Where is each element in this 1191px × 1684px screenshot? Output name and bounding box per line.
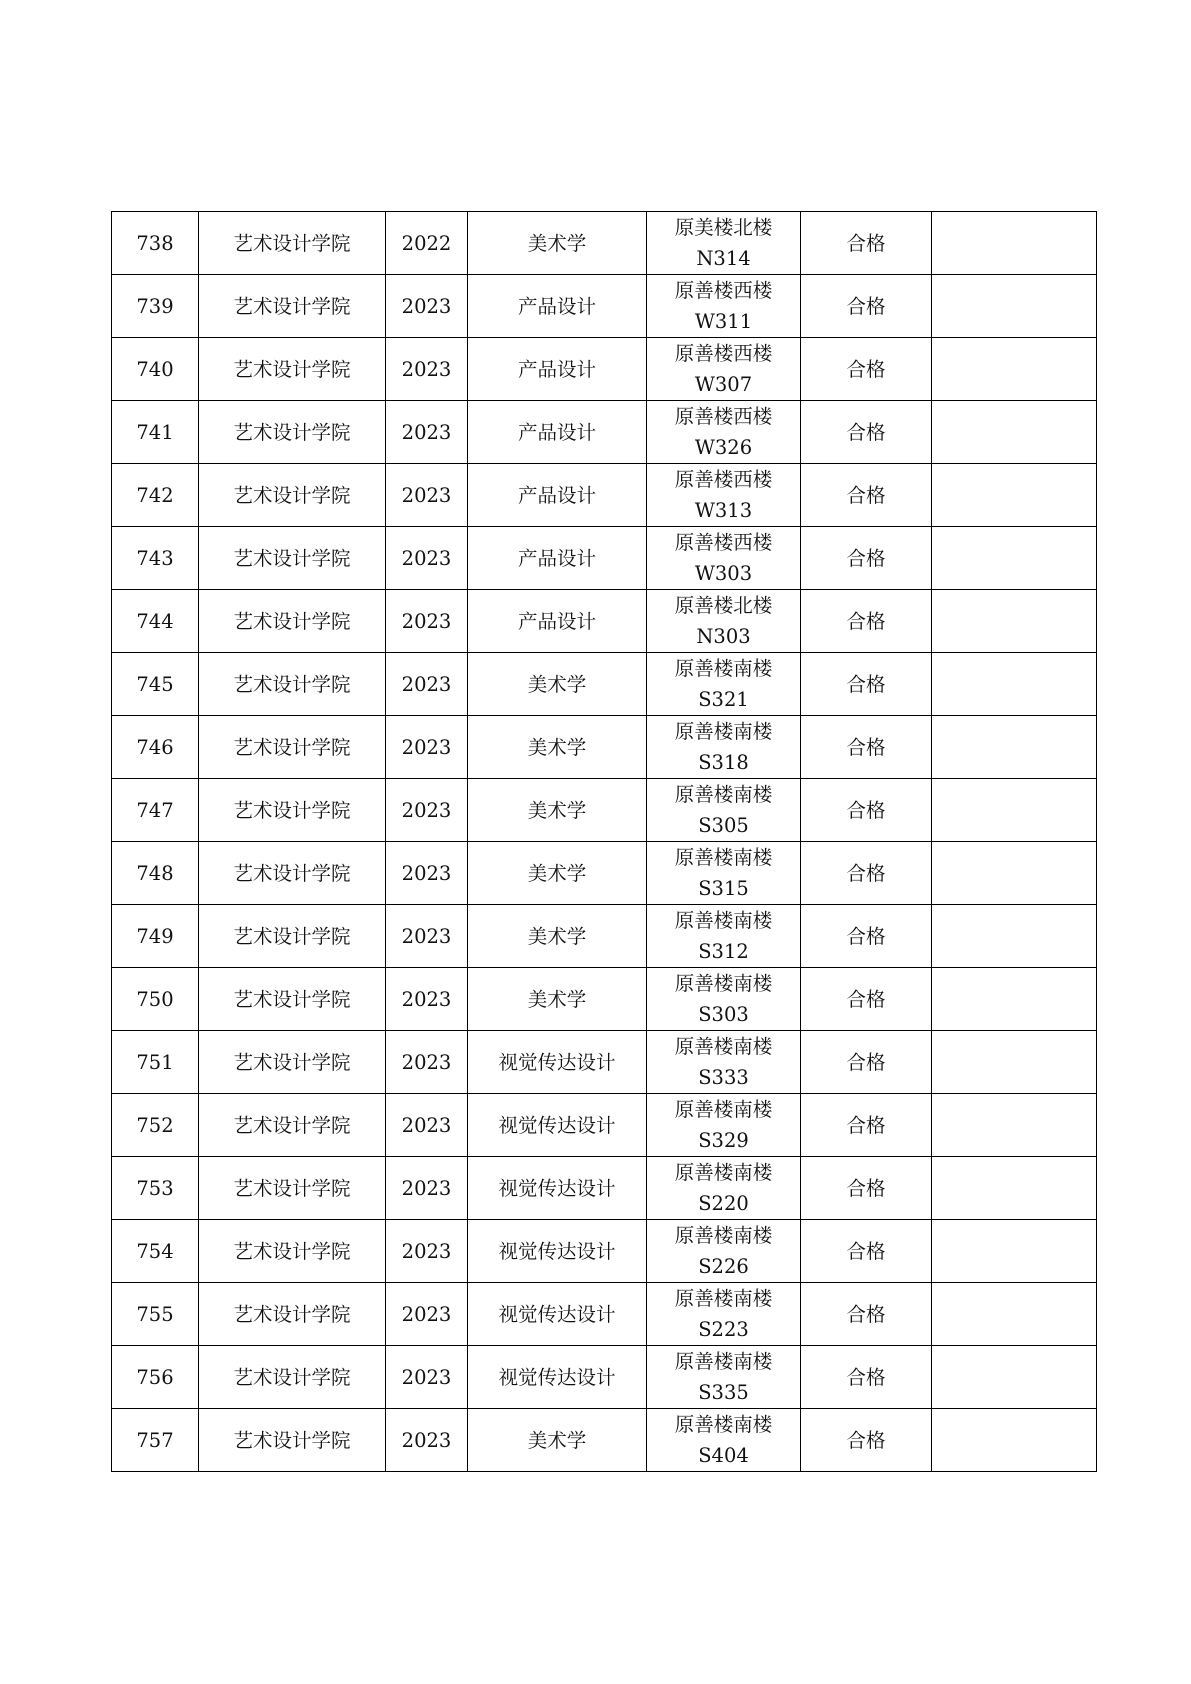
cell-year: 2023	[386, 590, 468, 653]
table-row	[112, 1409, 1097, 1472]
cell-remarks	[932, 716, 1097, 779]
dorm-room-number: W303	[694, 562, 753, 585]
cell-college: 艺术设计学院	[199, 1409, 386, 1472]
cell-major: 视觉传达设计	[468, 1094, 647, 1157]
cell-dorm-room	[647, 1157, 801, 1220]
cell-college: 艺术设计学院	[199, 1031, 386, 1094]
cell-college: 艺术设计学院	[199, 779, 386, 842]
cell-major: 视觉传达设计	[468, 1346, 647, 1409]
dorm-room-number: S226	[698, 1255, 749, 1278]
cell-college: 艺术设计学院	[199, 1283, 386, 1346]
cell-college: 艺术设计学院	[199, 1094, 386, 1157]
cell-dorm-room	[647, 275, 801, 338]
dorm-building: 原善楼南楼	[674, 1035, 773, 1058]
cell-college: 艺术设计学院	[199, 653, 386, 716]
cell-result: 合格	[801, 905, 932, 968]
table-row	[112, 1157, 1097, 1220]
cell-year: 2023	[386, 779, 468, 842]
cell-year: 2022	[386, 212, 468, 275]
table-row	[112, 1346, 1097, 1409]
cell-major: 产品设计	[468, 527, 647, 590]
dorm-building: 原善楼南楼	[674, 720, 773, 743]
cell-college: 艺术设计学院	[199, 338, 386, 401]
dorm-room-number: S305	[698, 814, 749, 837]
cell-number: 744	[112, 590, 199, 653]
dorm-building: 原善楼西楼	[674, 279, 773, 302]
cell-college: 艺术设计学院	[199, 905, 386, 968]
cell-number: 748	[112, 842, 199, 905]
cell-result: 合格	[801, 464, 932, 527]
cell-result: 合格	[801, 716, 932, 779]
cell-number: 738	[112, 212, 199, 275]
cell-year: 2023	[386, 1346, 468, 1409]
cell-major: 美术学	[468, 716, 647, 779]
dorm-building: 原善楼南楼	[674, 1413, 773, 1436]
table-row	[112, 401, 1097, 464]
table-row	[112, 968, 1097, 1031]
cell-result: 合格	[801, 1346, 932, 1409]
cell-remarks	[932, 527, 1097, 590]
cell-college: 艺术设计学院	[199, 1220, 386, 1283]
table-row	[112, 275, 1097, 338]
cell-result: 合格	[801, 338, 932, 401]
cell-dorm-room	[647, 653, 801, 716]
dorm-room-number: W313	[694, 499, 753, 522]
table-row	[112, 653, 1097, 716]
cell-college: 艺术设计学院	[199, 842, 386, 905]
table-row	[112, 716, 1097, 779]
dorm-building: 原善楼南楼	[674, 783, 773, 806]
cell-remarks	[932, 338, 1097, 401]
dorm-room-number: S223	[698, 1318, 749, 1341]
cell-number: 752	[112, 1094, 199, 1157]
cell-result: 合格	[801, 275, 932, 338]
cell-major: 视觉传达设计	[468, 1157, 647, 1220]
dorm-room-number: W307	[694, 373, 753, 396]
table-row	[112, 905, 1097, 968]
dorm-building: 原善楼北楼	[674, 594, 773, 617]
cell-result: 合格	[801, 1031, 932, 1094]
cell-dorm-room	[647, 716, 801, 779]
dorm-building: 原善楼南楼	[674, 909, 773, 932]
cell-dorm-room	[647, 905, 801, 968]
table-row	[112, 212, 1097, 275]
cell-college: 艺术设计学院	[199, 968, 386, 1031]
cell-year: 2023	[386, 968, 468, 1031]
cell-remarks	[932, 779, 1097, 842]
cell-number: 751	[112, 1031, 199, 1094]
dorm-room-number: S315	[698, 877, 749, 900]
dorm-building: 原善楼西楼	[674, 342, 773, 365]
cell-college: 艺术设计学院	[199, 590, 386, 653]
dorm-room-number: S329	[698, 1129, 749, 1152]
cell-college: 艺术设计学院	[199, 1346, 386, 1409]
cell-year: 2023	[386, 275, 468, 338]
cell-remarks	[932, 464, 1097, 527]
cell-major: 美术学	[468, 779, 647, 842]
cell-result: 合格	[801, 590, 932, 653]
cell-dorm-room	[647, 527, 801, 590]
cell-number: 743	[112, 527, 199, 590]
cell-dorm-room	[647, 212, 801, 275]
cell-year: 2023	[386, 1157, 468, 1220]
table-row	[112, 590, 1097, 653]
cell-college: 艺术设计学院	[199, 527, 386, 590]
cell-result: 合格	[801, 527, 932, 590]
cell-number: 742	[112, 464, 199, 527]
dorm-building: 原美楼北楼	[674, 216, 773, 239]
dorm-building: 原善楼南楼	[674, 1224, 773, 1247]
dorm-room-number: S335	[698, 1381, 749, 1404]
dorm-building: 原善楼南楼	[674, 972, 773, 995]
dorm-room-number: S333	[698, 1066, 749, 1089]
cell-remarks	[932, 968, 1097, 1031]
cell-major: 美术学	[468, 1409, 647, 1472]
cell-number: 756	[112, 1346, 199, 1409]
table-row	[112, 1031, 1097, 1094]
cell-major: 美术学	[468, 968, 647, 1031]
cell-year: 2023	[386, 716, 468, 779]
cell-dorm-room	[647, 590, 801, 653]
cell-remarks	[932, 590, 1097, 653]
cell-number: 755	[112, 1283, 199, 1346]
cell-college: 艺术设计学院	[199, 1157, 386, 1220]
dorm-room-number: W326	[694, 436, 753, 459]
cell-number: 754	[112, 1220, 199, 1283]
dorm-room-number: S404	[698, 1444, 749, 1467]
cell-result: 合格	[801, 1220, 932, 1283]
cell-major: 美术学	[468, 842, 647, 905]
dorm-building: 原善楼南楼	[674, 657, 773, 680]
cell-result: 合格	[801, 968, 932, 1031]
cell-college: 艺术设计学院	[199, 212, 386, 275]
dorm-room-number: S303	[698, 1003, 749, 1026]
dormitory-inspection-table	[111, 211, 1096, 1472]
cell-dorm-room	[647, 1346, 801, 1409]
cell-result: 合格	[801, 212, 932, 275]
cell-remarks	[932, 653, 1097, 716]
cell-result: 合格	[801, 779, 932, 842]
cell-remarks	[932, 212, 1097, 275]
cell-major: 视觉传达设计	[468, 1220, 647, 1283]
dorm-room-number: S321	[698, 688, 749, 711]
cell-dorm-room	[647, 842, 801, 905]
cell-number: 753	[112, 1157, 199, 1220]
dorm-building: 原善楼南楼	[674, 846, 773, 869]
cell-year: 2023	[386, 464, 468, 527]
cell-major: 美术学	[468, 905, 647, 968]
table-row	[112, 1094, 1097, 1157]
cell-major: 产品设计	[468, 275, 647, 338]
cell-remarks	[932, 1220, 1097, 1283]
table-row	[112, 338, 1097, 401]
dorm-building: 原善楼南楼	[674, 1287, 773, 1310]
cell-number: 740	[112, 338, 199, 401]
cell-remarks	[932, 1031, 1097, 1094]
dorm-room-number: W311	[694, 310, 753, 333]
cell-number: 741	[112, 401, 199, 464]
cell-dorm-room	[647, 1031, 801, 1094]
cell-dorm-room	[647, 968, 801, 1031]
cell-year: 2023	[386, 1094, 468, 1157]
cell-year: 2023	[386, 905, 468, 968]
dorm-room-number: S312	[698, 940, 749, 963]
table-row	[112, 842, 1097, 905]
cell-result: 合格	[801, 842, 932, 905]
cell-major: 美术学	[468, 653, 647, 716]
dorm-building: 原善楼南楼	[674, 1350, 773, 1373]
dorm-room-number: N314	[696, 247, 751, 270]
cell-major: 视觉传达设计	[468, 1283, 647, 1346]
cell-year: 2023	[386, 1283, 468, 1346]
results-table	[111, 211, 1097, 1472]
table-row	[112, 464, 1097, 527]
dorm-building: 原善楼西楼	[674, 468, 773, 491]
table-row	[112, 779, 1097, 842]
cell-year: 2023	[386, 653, 468, 716]
cell-remarks	[932, 1157, 1097, 1220]
cell-remarks	[932, 401, 1097, 464]
cell-college: 艺术设计学院	[199, 716, 386, 779]
cell-remarks	[932, 1346, 1097, 1409]
cell-year: 2023	[386, 1031, 468, 1094]
table-row	[112, 1283, 1097, 1346]
cell-remarks	[932, 1094, 1097, 1157]
cell-number: 739	[112, 275, 199, 338]
cell-dorm-room	[647, 464, 801, 527]
cell-remarks	[932, 275, 1097, 338]
cell-dorm-room	[647, 338, 801, 401]
dorm-building: 原善楼西楼	[674, 405, 773, 428]
cell-major: 产品设计	[468, 590, 647, 653]
table-row	[112, 1220, 1097, 1283]
cell-major: 美术学	[468, 212, 647, 275]
dorm-building: 原善楼西楼	[674, 531, 773, 554]
cell-number: 749	[112, 905, 199, 968]
cell-remarks	[932, 1283, 1097, 1346]
cell-result: 合格	[801, 653, 932, 716]
cell-college: 艺术设计学院	[199, 464, 386, 527]
cell-year: 2023	[386, 527, 468, 590]
cell-dorm-room	[647, 1283, 801, 1346]
cell-result: 合格	[801, 401, 932, 464]
cell-major: 产品设计	[468, 338, 647, 401]
cell-result: 合格	[801, 1283, 932, 1346]
cell-dorm-room	[647, 779, 801, 842]
cell-result: 合格	[801, 1409, 932, 1472]
dorm-building: 原善楼南楼	[674, 1098, 773, 1121]
cell-number: 747	[112, 779, 199, 842]
cell-year: 2023	[386, 842, 468, 905]
cell-remarks	[932, 1409, 1097, 1472]
dorm-room-number: S318	[698, 751, 749, 774]
cell-remarks	[932, 842, 1097, 905]
cell-year: 2023	[386, 1409, 468, 1472]
cell-college: 艺术设计学院	[199, 401, 386, 464]
cell-remarks	[932, 905, 1097, 968]
cell-major: 产品设计	[468, 401, 647, 464]
cell-dorm-room	[647, 1220, 801, 1283]
cell-dorm-room	[647, 1094, 801, 1157]
cell-year: 2023	[386, 338, 468, 401]
cell-year: 2023	[386, 1220, 468, 1283]
cell-result: 合格	[801, 1094, 932, 1157]
dorm-building: 原善楼南楼	[674, 1161, 773, 1184]
cell-result: 合格	[801, 1157, 932, 1220]
cell-number: 757	[112, 1409, 199, 1472]
dorm-room-number: N303	[696, 625, 751, 648]
cell-number: 745	[112, 653, 199, 716]
cell-major: 视觉传达设计	[468, 1031, 647, 1094]
table-row	[112, 527, 1097, 590]
dorm-room-number: S220	[698, 1192, 749, 1215]
table-body	[112, 212, 1097, 1472]
cell-dorm-room	[647, 401, 801, 464]
cell-major: 产品设计	[468, 464, 647, 527]
cell-college: 艺术设计学院	[199, 275, 386, 338]
cell-dorm-room	[647, 1409, 801, 1472]
cell-number: 746	[112, 716, 199, 779]
cell-number: 750	[112, 968, 199, 1031]
cell-year: 2023	[386, 401, 468, 464]
